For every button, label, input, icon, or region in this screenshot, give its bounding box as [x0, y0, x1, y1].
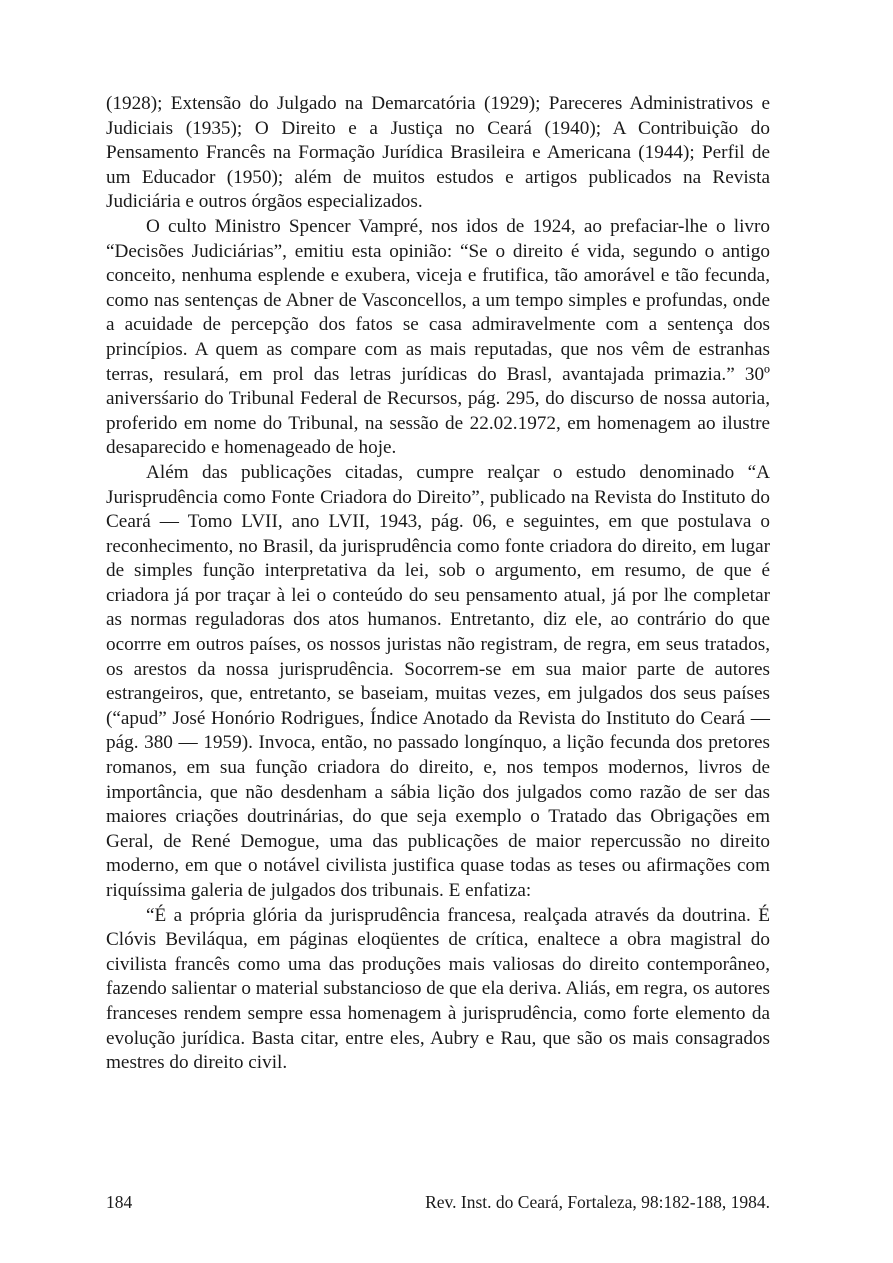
paragraph-jurisprudence-study: Além das publicações citadas, cumpre realçar o estudo denominado “A Jurisprudência como Fonte Criadora do Direito”, publicado na Revista do Instituto do Ceará — Tomo LVII, ano LVII, 1943, pág. 06, e seguintes, em que postulava o reconhecimento, no Brasil, da jurisprudência como fonte criadora do direito, em lugar de simples função interpretativa da lei, sob o argumento, em resumo, de que é criadora já por traçar à lei o conteúdo do seu pensamento atual, já por lhe completar as normas reguladoras dos atos humanos. Entretanto, diz ele, ao contrário do que ocorrre em outros países, os nossos juristas não registram, de regra, em seus tratados, os arestos da nossa jurisprudência. Socorrem-se em sua maior parte de autores estrangeiros, que, entretanto, se baseiam, muitas vezes, em julgados dos seus países (“apud” José Honório Rodrigues, Índice Anotado da Revista do Instituto do Ceará — pág. 380 — 1959). Invoca, então, no passado longínquo, a lição fecunda dos pretores romanos, em sua função criadora do direito, e, nos tempos modernos, livros de importância, que não desdenham a sábia lição dos julgados como razão de ser das maiores criações doutrinárias, do que seja exemplo o Tratado das Obrigações em Geral, de René Demogue, uma das publicações de maior repercussão no direito moderno, em que o notável civilista justifica quase todas as teses ou afirmações com riquíssima galeria de julgados dos tribunais. E enfatiza:	[106, 461, 770, 901]
journal-citation: Rev. Inst. do Ceará, Fortaleza, 98:182-188, 1984.	[425, 1192, 770, 1212]
page-body	[106, 92, 770, 1076]
page-footer	[106, 1192, 770, 1213]
paragraph-publications: (1928); Extensão do Julgado na Demarcatória (1929); Pareceres Administrativos e Judiciais (1935); O Direito e a Justiça no Ceará (1940); A Contribuição do Pensamento Francês na Formação Jurídica Brasileira e Americana (1944); Perfil de um Educador (1950); além de muitos estudos e artigos publicados na Revista Judiciária e outros órgãos especializados.	[106, 93, 770, 213]
page-number: 184	[106, 1192, 133, 1212]
paragraph-quotation: “É a própria glória da jurisprudência francesa, realçada através da doutrina. É Clóvis Beviláqua, em páginas eloqüentes de crítica, enaltece a obra magistral do civilista francês como uma das produções mais valiosas do direito contemporâneo, fazendo salientar o material substancioso de que ela deriva. Aliás, em regra, os autores franceses rendem sempre essa homenagem à jurisprudência, como forte elemento da evolução jurídica. Basta citar, entre eles, Aubry e Rau, que são os mais consagrados mestres do direito civil.	[106, 904, 770, 1074]
paragraph-vampre-opinion: O culto Ministro Spencer Vampré, nos idos de 1924, ao prefaciar-lhe o livro “Decisões Judiciárias”, emitiu esta opinião: “Se o direito é vida, segundo o antigo conceito, nenhuma esplende e exubera, viceja e frutifica, tão amorável e tão fecunda, como nas sentenças de Abner de Vasconcellos, a um tempo simples e profundas, onde a acuidade de percepção dos fatos se casa admiravelmente com a sentença dos princípios. A quem as compare com as mais reputadas, que nos vêm de estranhas terras, resulará, em prol das letras jurídicas do Brasl, avantajada primazia.” 30º aniversśario do Tribunal Federal de Recursos, pág. 295, do discurso de nossa autoria, proferido em nome do Tribunal, na sessão de 22.02.1972, em homenagem ao ilustre desaparecido e homenageado de hoje.	[106, 215, 770, 459]
